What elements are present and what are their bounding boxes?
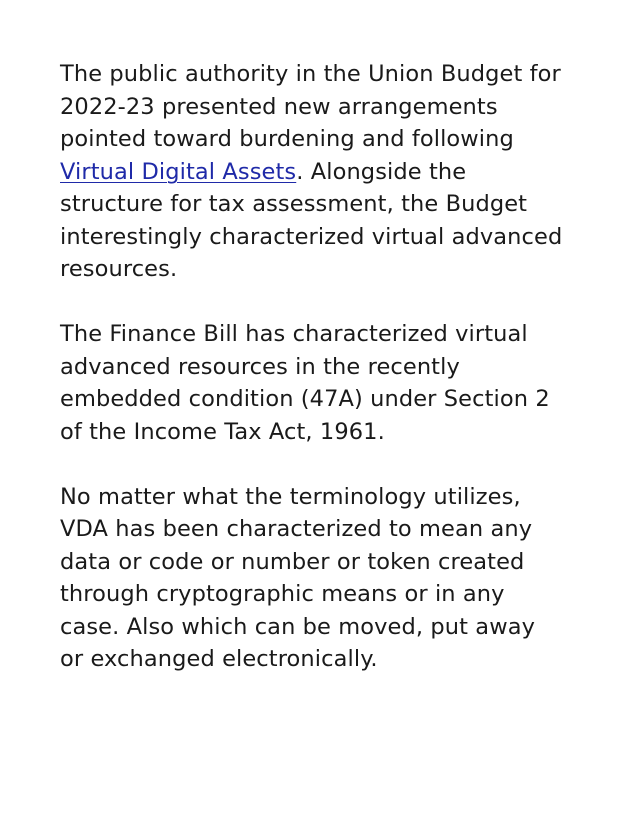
paragraph-2: The Finance Bill has characterized virtual advanced resources in the recently embedded condition (47A) under Section 2 of the Income Tax Act, 1961. [60, 321, 550, 445]
document-body [60, 58, 600, 708]
paragraph-1-text-after-link: . Alongside the structure for tax assessment, the Budget interestingly characterized virtual advanced resources. [60, 158, 563, 282]
virtual-digital-assets-link[interactable]: Virtual Digital Assets [60, 158, 297, 185]
paragraph-1 [60, 58, 600, 286]
paragraph-3: No matter what the terminology utilizes, VDA has been characterized to mean any data or code or number or token created through cryptographic means or in any case. Also which can be moved, put away or exchanged electronically. [60, 483, 535, 672]
paragraph-1-text-before-link: The public authority in the Union Budget for 2022-23 presented new arrangements pointed toward burdening and following [60, 61, 561, 152]
